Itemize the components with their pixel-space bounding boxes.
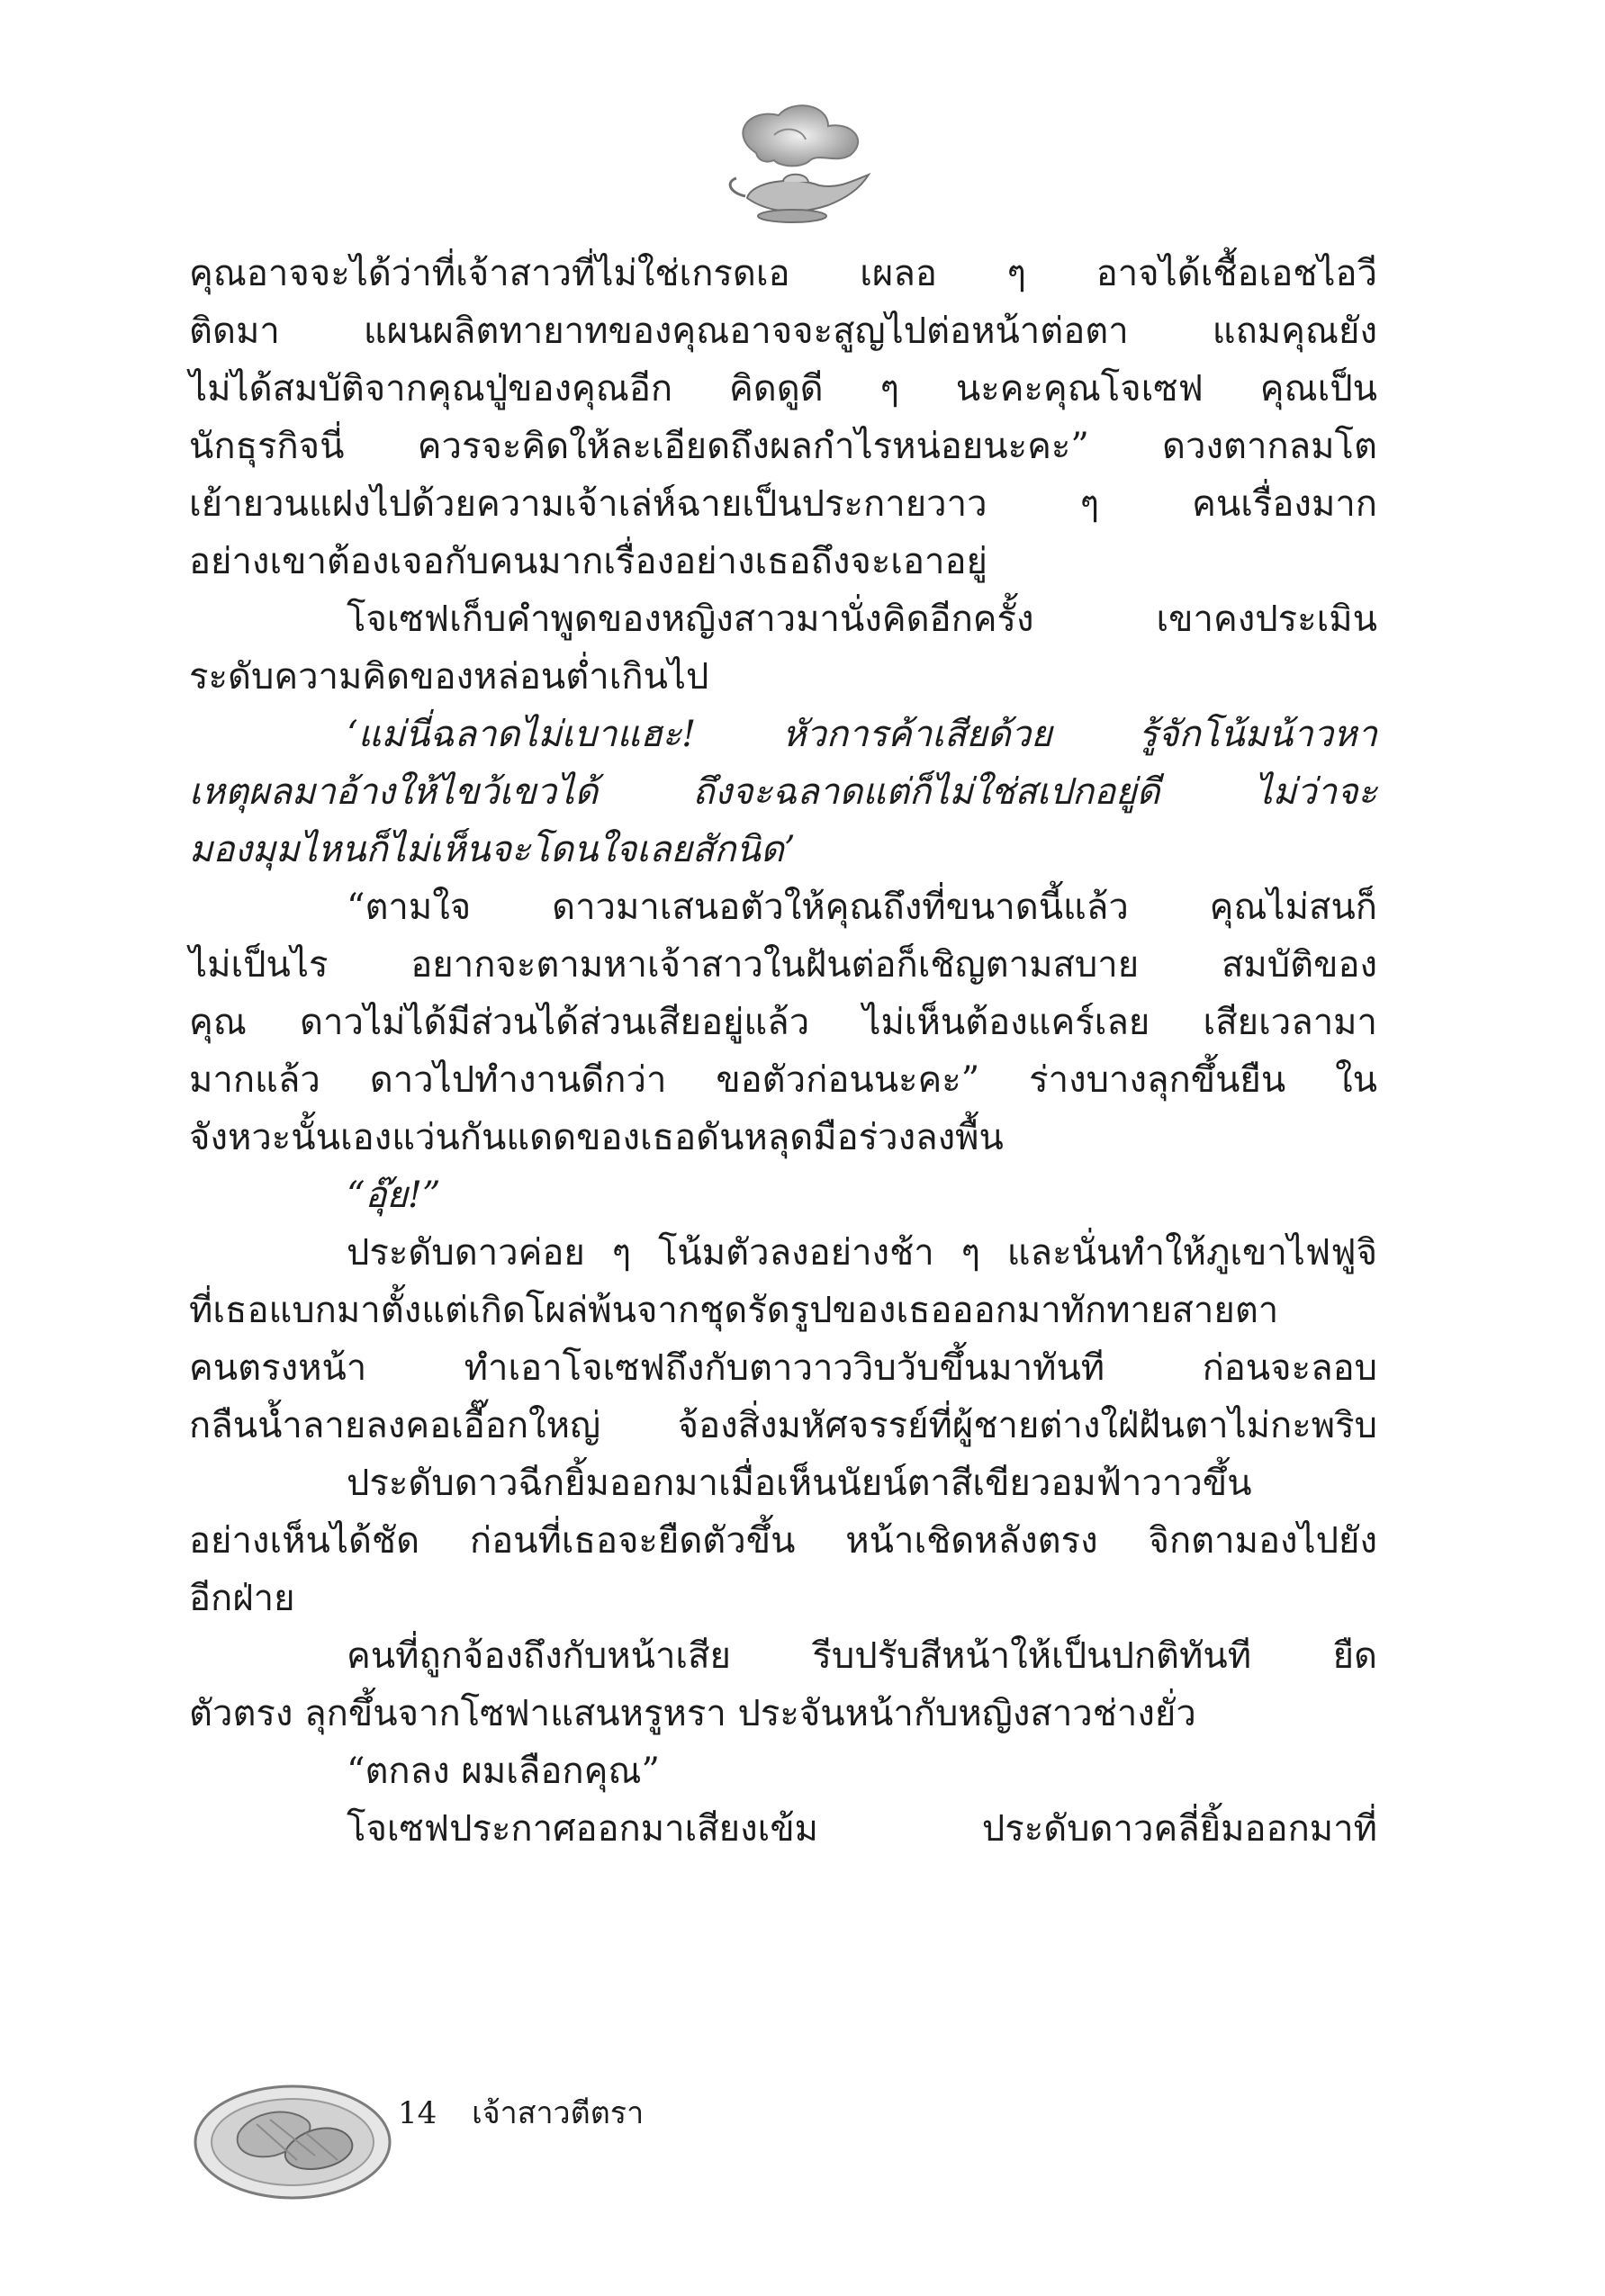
page-number: 14 bbox=[398, 2095, 437, 2131]
text-line: ที่เธอแบกมาตั้งแต่เกิดโผล่พ้นจากชุดรัดรูปของเธอออกมาทักทายสายตา bbox=[189, 1290, 1279, 1331]
text-line: คุณอาจจะได้ว่าที่เจ้าสาวที่ไม่ใช่เกรดเอ เผลอ ๆ อาจได้เชื้อเอชไอวี bbox=[189, 253, 1377, 294]
body-text bbox=[189, 245, 1377, 1858]
text-line: คนที่ถูกจ้องถึงกับหน้าเสีย รีบปรับสีหน้าให้เป็นปกติทันที ยืด bbox=[347, 1635, 1377, 1677]
text-line: จังหวะนั้นเองแว่นกันแดดของเธอดันหลุดมือร่วงลงพื้น bbox=[189, 1117, 1004, 1158]
text-line: อย่างเห็นได้ชัด ก่อนที่เธอจะยืดตัวขึ้น หน้าเชิดหลังตรง จิกตามองไปยัง bbox=[189, 1520, 1377, 1562]
text-line: คุณ ดาวไม่ได้มีส่วนได้ส่วนเสียอยู่แล้ว ไม่เห็นต้องแคร์เลย เสียเวลามา bbox=[189, 1002, 1377, 1043]
text-line: เหตุผลมาอ้างให้ไขว้เขวได้ ถึงจะฉลาดแต่ก็ไม่ใช่สเปกอยู่ดี ไม่ว่าจะ bbox=[189, 771, 1377, 813]
text-line: กลืนน้ำลายลงคอเอื๊อกใหญ่ จ้องสิ่งมหัศจรรย์ที่ผู้ชายต่างใฝ่ฝันตาไม่กะพริบ bbox=[189, 1405, 1377, 1446]
text-line: ไม่ได้สมบัติจากคุณปู่ของคุณอีก คิดดูดี ๆ นะคะคุณโจเซฟ คุณเป็น bbox=[189, 368, 1377, 410]
text-line: โจเซฟเก็บคำพูดของหญิงสาวมานั่งคิดอีกครั้ง เขาคงประเมิน bbox=[347, 599, 1377, 640]
text-line: ตัวตรง ลุกขึ้นจากโซฟาแสนหรูหรา ประจันหน้ากับหญิงสาวช่างยั่ว bbox=[189, 1693, 1196, 1734]
text-line: ‘แม่นี่ฉลาดไม่เบาแฮะ! หัวการค้าเสียด้วย รู้จักโน้มน้าวหา bbox=[347, 714, 1377, 755]
text-line: “ตกลง ผมเลือกคุณ” bbox=[347, 1751, 660, 1792]
text-line: โจเซฟประกาศออกมาเสียงเข้ม ประดับดาวคลี่ยิ้มออกมาที่ bbox=[347, 1808, 1377, 1850]
food-plate-icon bbox=[189, 2070, 396, 2205]
text-line: นักธุรกิจนี่ ควรจะคิดให้ละเอียดถึงผลกำไรหน่อยนะคะ” ดวงตากลมโต bbox=[189, 426, 1377, 467]
text-line: ไม่เป็นไร อยากจะตามหาเจ้าสาวในฝันต่อก็เชิญตามสบาย สมบัติของ bbox=[189, 944, 1377, 986]
text-line: เย้ายวนแฝงไปด้วยความเจ้าเล่ห์ฉายเป็นประกายวาว ๆ คนเรื่องมาก bbox=[189, 483, 1377, 525]
text-line: คนตรงหน้า ทำเอาโจเซฟถึงกับตาวาววิบวับขึ้นมาทันที ก่อนจะลอบ bbox=[189, 1347, 1377, 1389]
text-line: ติดมา แผนผลิตทายาทของคุณอาจจะสูญไปต่อหน้าต่อตา แถมคุณยัง bbox=[189, 311, 1377, 352]
text-line: “อุ๊ย!” bbox=[347, 1175, 441, 1216]
text-line: ประดับดาวฉีกยิ้มออกมาเมื่อเห็นนัยน์ตาสีเขียวอมฟ้าวาวขึ้น bbox=[347, 1463, 1252, 1504]
text-line: “ตามใจ ดาวมาเสนอตัวให้คุณถึงที่ขนาดนี้แล้ว คุณไม่สนก็ bbox=[347, 887, 1377, 928]
text-line: อย่างเขาต้องเจอกับคนมากเรื่องอย่างเธอถึงจะเอาอยู่ bbox=[189, 541, 987, 582]
text-line: ระดับความคิดของหล่อนต่ำเกินไป bbox=[189, 656, 709, 698]
page-footer bbox=[398, 2095, 644, 2131]
genie-lamp-icon bbox=[693, 99, 900, 234]
book-title: เจ้าสาวตีตรา bbox=[472, 2095, 645, 2131]
text-line: อีกฝ่าย bbox=[189, 1578, 295, 1619]
text-line: มากแล้ว ดาวไปทำงานดีกว่า ขอตัวก่อนนะคะ” ร่างบางลุกขึ้นยืน ใน bbox=[189, 1059, 1377, 1101]
text-line: ประดับดาวค่อย ๆ โน้มตัวลงอย่างช้า ๆ และนั่นทำให้ภูเขาไฟฟูจิ bbox=[347, 1232, 1377, 1274]
text-line: มองมุมไหนก็ไม่เห็นจะโดนใจเลยสักนิด’ bbox=[189, 829, 796, 870]
